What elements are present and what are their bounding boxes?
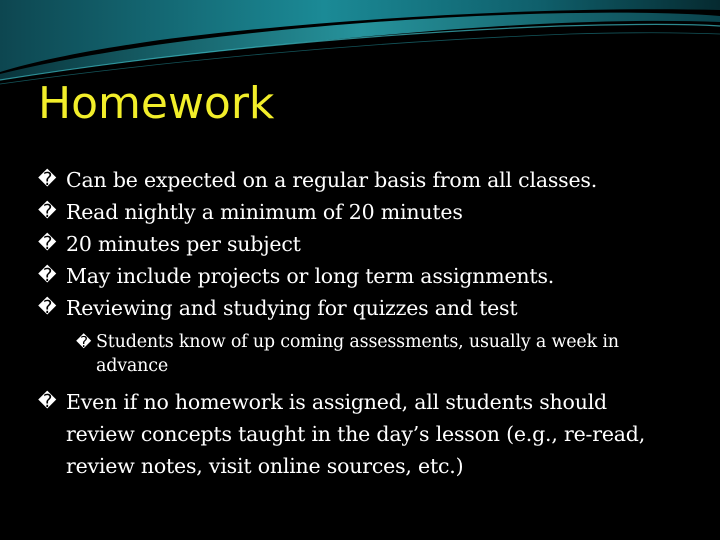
bullet-text: Students know of up coming assessments, usually a week in advance [96, 332, 619, 376]
bullet-icon: � [38, 297, 57, 318]
sub-bullet-item [76, 330, 678, 378]
bullet-text: Even if no homework is assigned, all students should review concepts taught in the day’s lesson (e.g., re-read, review notes, visit online sources, etc.) [66, 390, 646, 478]
slide-title: Homework [38, 78, 275, 129]
bullet-item [38, 292, 678, 324]
bullet-icon: � [38, 233, 57, 254]
bullet-list [38, 164, 678, 482]
bullet-item [38, 228, 678, 260]
bullet-icon: � [38, 265, 57, 286]
bullet-text: 20 minutes per subject [66, 232, 301, 256]
bullet-item [38, 196, 678, 228]
bullet-item [38, 386, 678, 482]
bullet-text: May include projects or long term assignments. [66, 264, 555, 288]
bullet-item [38, 164, 678, 196]
bullet-item [38, 260, 678, 292]
bullet-icon: � [38, 201, 57, 222]
bullet-icon: � [38, 169, 57, 190]
bullet-icon: � [76, 333, 92, 351]
bullet-text: Reviewing and studying for quizzes and test [66, 296, 518, 320]
bullet-text: Can be expected on a regular basis from all classes. [66, 168, 598, 192]
bullet-text: Read nightly a minimum of 20 minutes [66, 200, 463, 224]
bullet-icon: � [38, 391, 57, 412]
